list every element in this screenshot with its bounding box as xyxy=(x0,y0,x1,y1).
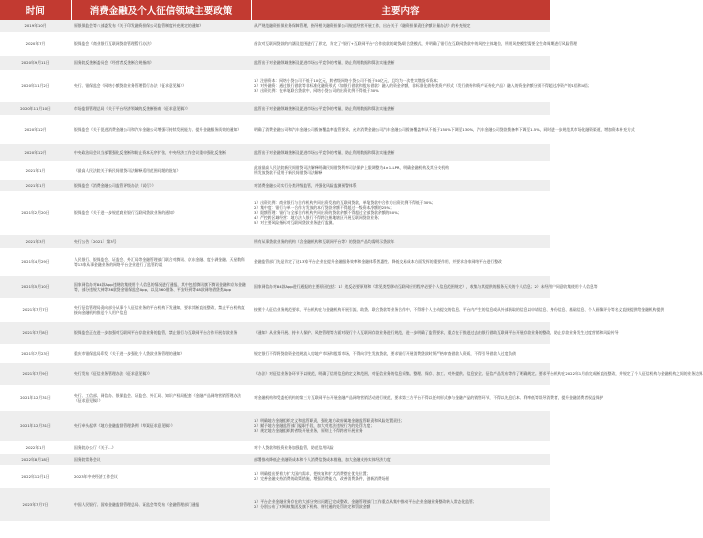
table-row xyxy=(0,410,550,441)
row-content xyxy=(251,275,598,298)
content-line: 国家网信办对84款App进行通报的主要原因包括：1）违反必要原则和《常见类型移动互联网应用程序必要个人信息范围规定》，收集与其提供的服务无关的个人信息；2）未经用户同意收集使用个人信息等 xyxy=(254,284,598,289)
content-line: 2）赋予地方金融监管部门履职手段，加大对违法违规行为的处罚力度； xyxy=(254,423,375,428)
table-row xyxy=(0,487,550,521)
content-line: 3）限额管理：银行与全部合作机构共同出资的贷款余额不得超过全部贷款余额的50%； xyxy=(254,210,402,215)
row-policy: 央行征信管理局责向部分从事个人征信业务的平台机构下发通知，要求其断直连整改，禁止平台机构直接向金融机构推送个人用户信息 xyxy=(71,298,251,321)
table-header-row xyxy=(0,0,550,20)
row-content xyxy=(251,161,550,179)
row-policy: 国务院办公厅《关于...》 xyxy=(71,441,251,453)
row-content xyxy=(251,32,578,55)
row-date: 2021年3月 xyxy=(0,234,71,248)
row-policy: 银保监会《消费金融公司监管评级办法（试行）》 xyxy=(71,179,251,191)
content-line: 按照个人征信业务规范要求，平台机构在与金融机构开展引流、助贷、联合贷款等业务合作中，不得将个人主动提交的信息、平台内产生的信息或从外部获取的信息以申请信息、身份信息、基础信息、个人画像评分等名义直接提供给金融机构提供 xyxy=(254,307,665,312)
row-policy: 银保监会《商业银行互联网贷款管理暂行办法》 xyxy=(71,32,251,55)
row-date: 2020年12月 xyxy=(0,115,71,143)
content-line: 2）分别公布了对蚂蚁集团及旗下机构、财付通的处罚决定和罚款金额 xyxy=(254,504,371,509)
content-line: 部署推动降低企业融资成本和个人消费信贷成本措施，加大金融支持实体经济力度 xyxy=(254,456,391,462)
row-date: 2021年12月31日 xyxy=(0,385,71,410)
table-row xyxy=(0,101,550,115)
table-row xyxy=(0,385,550,410)
row-policy: 《最高人民法院关于新民间借贷司法解释适用范围问题的批复》 xyxy=(71,161,251,179)
content-line: 规定银行不得将贷款资金违规流入房地产市场和股票市场，不得向学生发放贷款，要求银行开展消费贷款时须严格审查借款人资质，不得引导借款人过度负债 xyxy=(254,350,516,356)
table-row xyxy=(0,143,550,161)
row-date: 2022年8月18日 xyxy=(0,453,71,465)
row-date: 2021年5月10日 xyxy=(0,275,71,298)
header-policy: 消费金融及个人征信领域主要政策 xyxy=(71,0,251,20)
table-row xyxy=(0,453,550,465)
table-row xyxy=(0,298,550,321)
content-line: 此前最高人民法院新民间借贷司法解释明确民间借贷利率司法保护上限调整为4×1-LPR，明确金融机构及其分支机构 xyxy=(254,165,449,170)
row-date: 2021年7月7日 xyxy=(0,298,71,321)
content-line: 所发放贷款不适用于新民间借贷司法解释 xyxy=(254,170,323,175)
row-content xyxy=(251,179,550,191)
row-policy: 国家网信办对84款App违规收集使用个人信息的情况进行通报，其中包括腾讯旗下腾讯金融和京东金融等，部分违规大神等36款贷金银保监会App，以及360借条、平安好到等48款网络借贷类App xyxy=(71,275,251,298)
content-line: 监管出于对金融领域垄断及促进市场公平竞争的考量，防止利用数据和算法实施垄断 xyxy=(254,105,395,111)
row-content xyxy=(251,344,550,362)
content-line: 1）出资比例：商业银行与合作机构共同出资发放的互联网贷款，单笔贷款中合作方出资比例不得低于30%； xyxy=(254,200,436,205)
row-policy: 银保监会正在进一步加强对互联网平台存款业务的监管，禁止银行与互联网平台合作开展存款业务 xyxy=(71,321,251,344)
row-policy: 中国人民银行、国家金融监督管理总局、证监会等发布《金融管理部门通报 xyxy=(71,487,251,521)
content-line: 2）集中度：银行与单一合作方发放的本行贷款余额不得超过一级资本净额的25%； xyxy=(254,205,394,210)
content-line: 对个人贷款和投资业务加强监管，防范信用风险 xyxy=(254,444,334,450)
row-content xyxy=(251,234,550,248)
table-row xyxy=(0,344,550,362)
row-date: 2020年11月10日 xyxy=(0,101,71,115)
row-date: 2023年7月7日 xyxy=(0,487,71,521)
row-policy: 市场监督管理总局《关于平台经济领域的反垄断指南（征求意见稿）》 xyxy=(71,101,251,115)
row-content xyxy=(251,362,703,385)
row-date: 2020年11月2日 xyxy=(0,70,71,101)
content-line: 监管出于对金融领域垄断及促进市场公平竞争的考量，防止利用数据和算法实施垄断 xyxy=(254,60,395,65)
content-line: 1）平台企业金融业务存在的大部分突出问题已完成整改，金融管理部门工作重点从集中推动平台企业金融业务整改转入常态化监管； xyxy=(254,499,477,504)
content-line: 4）严控跨区域经营：地方法人银行不得跨注册地辖区开展互联网贷款业务； xyxy=(254,215,382,220)
content-line: 1）明确提出要着力扩大国内需求，把恢复和扩大消费摆在优先位置； xyxy=(254,471,371,476)
row-policy: 国务院常务会议 xyxy=(71,453,251,465)
row-date: 2020年7月 xyxy=(0,32,71,55)
row-date: 2022年1月 xyxy=(0,441,71,453)
row-date: 2022年12月1日 xyxy=(0,465,71,487)
table-row xyxy=(0,20,550,32)
row-date: 2021年7月9日 xyxy=(0,362,71,385)
row-policy: 央行、工信部、网信办、银保监会、证监会、外汇局、知识产权局配套《金融产品网络营销管理办法（征求意见稿）》 xyxy=(71,385,251,410)
row-content xyxy=(251,410,550,441)
row-content xyxy=(251,70,592,101)
content-line: 金融监管部门先是肯定了这13家平台企业在提升金融服务效率和金融体系普惠性、降低交易成本方面发挥的重要作用，并要求各家网络平台进行整改 xyxy=(254,259,502,264)
row-content xyxy=(251,487,550,521)
content-line: 1）注册资本：网络小贷公司不低于10亿元，跨省级网络小贷公司不低于50亿元，且均为一次性实缴货币资本； xyxy=(254,78,441,83)
row-date: 2020年12月 xyxy=(0,143,71,161)
content-line: 《办法》对征信业务各环节予以规范，明确了信用信息的定义和范围，对征信业务的信息采集、整理、保存、加工、对外提供、信息安全、征信产品发布等作了明确规定。要求平台机构在2022年1月前完成断直连整改，并规定了个人征信机构与金融机构之间的业务边界 xyxy=(254,371,703,376)
row-policy: 人民银行、银保监会、证监会、外汇局等金融管理部门联合对腾讯、京东金融、度小满金融、天星数科等13家从事金融业务的网络平台企业进行了监管约谈 xyxy=(71,248,251,275)
content-line: 从严规范融资担保业务保障管理，指导相关融资担保公司规范经营开展工作，出台关于《融资担保责任余额计量办法》的补充规定 xyxy=(254,23,471,29)
content-line: 所有从事贷款业务的机构（含金融机构和互联网平台等）的贷款产品均需明示贷款年 xyxy=(254,238,395,244)
header-content: 主要内容 xyxy=(251,0,550,20)
content-line: 3）规定地方金融组织跨省级开展业务，原则上不得跨省开展业务 xyxy=(254,428,363,433)
row-content xyxy=(251,191,550,234)
content-line: 首次对互联网贷款的内涵及范围进行了界定，肯定了"银行+互联网平台"合作放款的助贷/联合贷模式，并明确了银行在互联网贷款中的风控主体地位，所用风控模型需要全生命周期进行风险管理 xyxy=(254,41,578,46)
row-content xyxy=(251,298,665,321)
content-line: 2）完善金融支持消费的政策措施，增强消费能力，改善消费条件，创新消费场景 xyxy=(254,476,390,481)
content-line: 对金融机构和受委托机构的第三方互联网平台开展金融产品网络营销活动进行规范，要求第三方平台不得以任何形式参与金融产品的销售环节，不得以先息后本、利率低等误导消费者，提升金融消费者权益保护 xyxy=(254,395,604,400)
table-row xyxy=(0,248,550,275)
content-line: 监管出于对金融领域垄断及促进市场公平竞争的考量，防止利用数据和算法实施垄断 xyxy=(254,149,395,155)
table-row xyxy=(0,70,550,101)
row-policy: 银保监会《关于促进消费金融公司和汽车金融公司增强可持续发展能力、提升金融服务质效的通知》 xyxy=(71,115,251,143)
content-line: 3）出资比例：在单笔联合贷款中，网络小贷公司的出资比例不得低于30% xyxy=(254,88,379,93)
content-line: 2）对外融资：通过银行借款等非标准化融资形式（如银行借款和股东借款）融入的资金余额，非标准化债券类资产形式（发行债券和资产证券化产品）融入的资金余额分别不得超过净资产的1倍和4倍； xyxy=(254,83,592,88)
row-date: 2021年2月20日 xyxy=(0,191,71,234)
table-row xyxy=(0,55,550,70)
row-date: 2019年10月 xyxy=(0,20,71,32)
table-row xyxy=(0,275,550,298)
row-policy: 央行发布《征信业务管理办法（征求意见稿）》 xyxy=(71,362,251,385)
row-policy: 银保监会《关于进一步规范商业银行互联网贷款业务的通知》 xyxy=(71,191,251,234)
content-line: 《通知》从业务开展、持卡人保护、风控管理等方面对现行个人互联网存款业务进行规范，进一步明确了监管要求，重点在于推进过去由银行借助互联网平台开展存款业务的整改，防止存款业务发生过度营销和风险传导 xyxy=(254,330,619,335)
content-line: 明确了消费金融公司和汽车金融公司拨备覆盖率监管要求，允许消费金融公司汽车金融公司拨备覆盖率从不低于150%下调至130%，汽车金融公司贷款拨备率下调至1.5%，同时进一步规范其市场化融资渠道，增加资本补充方式 xyxy=(254,126,635,132)
row-content xyxy=(251,101,550,115)
row-content xyxy=(251,385,604,410)
table-row xyxy=(0,115,550,143)
row-date: 2021年1月 xyxy=(0,179,71,191)
row-date: 2021年12月31日 xyxy=(0,410,71,441)
table-row xyxy=(0,465,550,487)
row-content xyxy=(251,453,550,465)
row-date: 2021年1月 xyxy=(0,161,71,179)
header-date: 时间 xyxy=(0,0,71,20)
table-row xyxy=(0,234,550,248)
row-date: 2021年4月29日 xyxy=(0,248,71,275)
row-date: 2020年9月11日 xyxy=(0,55,71,70)
row-content xyxy=(251,143,550,161)
row-policy: 央行、银保监会《网络小额贷款业务管理暂行办法（征求意见稿）》 xyxy=(71,70,251,101)
table-row xyxy=(0,441,550,453)
row-content xyxy=(251,465,550,487)
row-policy: 2023年中央经济工作会议 xyxy=(71,465,251,487)
row-date: 2021年7月23日 xyxy=(0,344,71,362)
content-line: 对消费金融公司实行分类评级监管，并强化风险监测预警体系 xyxy=(254,182,357,188)
row-content xyxy=(251,248,550,275)
row-policy: 重庆市银保监局印发《关于进一步强化个人贷款业务管理的通知》 xyxy=(71,344,251,362)
row-policy: 原银保监会等八部委发布《关于印发融资担保公司监管制度补充规定的通知》 xyxy=(71,20,251,32)
row-policy: 中央政治局会议当部署强化反垄断和防止资本无序扩张，中央经济工作会议重申强化反垄断 xyxy=(71,143,251,161)
row-content xyxy=(251,20,550,32)
row-policy: 国务院反垄断委员会《经营者反垄断合规指南》 xyxy=(71,55,251,70)
row-date: 2021年7月8日 xyxy=(0,321,71,344)
row-policy: 央行公告〔2021〕第3号 xyxy=(71,234,251,248)
content-line: 5）对主要风险指标对互联网贷款业务进行监测。 xyxy=(254,220,337,225)
table-row xyxy=(0,321,550,344)
table-row xyxy=(0,179,550,191)
row-content xyxy=(251,115,635,143)
row-policy: 央行牵头起草《地方金融监督管理条例（草案征求意见稿）》 xyxy=(71,410,251,441)
row-content xyxy=(251,55,550,70)
row-content xyxy=(251,441,550,453)
table-row xyxy=(0,32,550,55)
table-row xyxy=(0,161,550,179)
table-body xyxy=(0,20,703,521)
row-content xyxy=(251,321,619,344)
table-row xyxy=(0,362,550,385)
content-line: 1）明确地方金融组织定义和监管职责，强化地方政府属地金融监管职责和风险处置责任； xyxy=(254,418,405,423)
table-row xyxy=(0,191,550,234)
